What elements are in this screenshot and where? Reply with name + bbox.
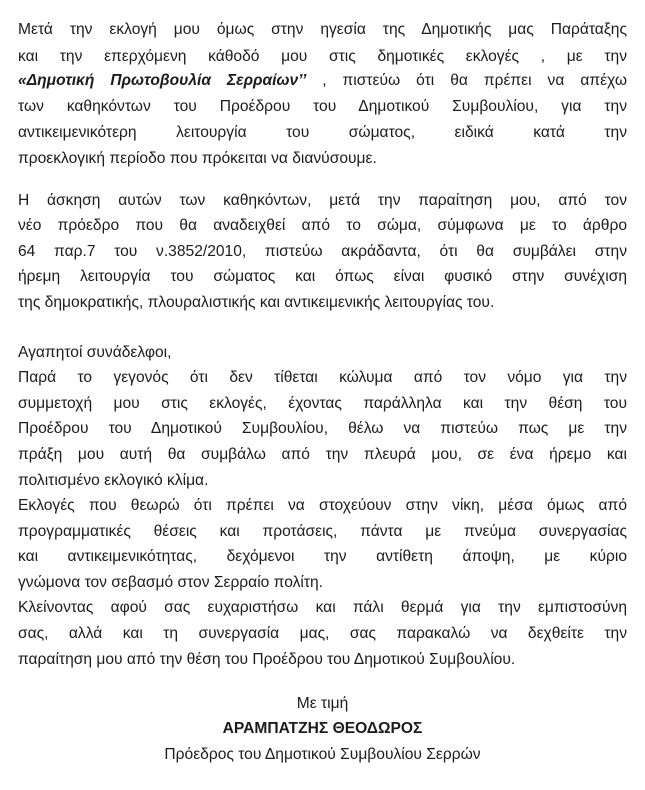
text-line: αντικειμενικότερη λειτουργία του σώματος, ειδικά κατά την bbox=[18, 124, 627, 141]
text-line: ήρεμη λειτουργία του σώματος και όπως είναι φυσικό στην συνέχιση bbox=[18, 268, 627, 285]
text-line: νέο πρόεδρο που θα αναδειχθεί από το σώμα, σύμφωνα με το άρθρο bbox=[18, 217, 627, 234]
closing: Με τιμή bbox=[296, 695, 349, 712]
text-line: συμμετοχή μου στις εκλογές, έχοντας παράλληλα και την θέση του bbox=[18, 395, 627, 412]
text-line: Κλείνοντας αφού σας ευχαριστήσω και πάλι θερμά για την εμπιστοσύνη bbox=[18, 599, 627, 616]
text-span: , πιστεύω ότι θα πρέπει να απέχω bbox=[306, 72, 627, 89]
salutation: Αγαπητοί συνάδελφοι, bbox=[18, 344, 172, 361]
signer-name: ΑΡΑΜΠΑΤΖΗΣ ΘΕΟΔΩΡΟΣ bbox=[222, 720, 423, 737]
text-line: 64 παρ.7 του ν.3852/2010, πιστεύω ακράδαντα, ότι θα συμβάλει στην bbox=[18, 243, 627, 260]
text-line: γνώμονα τον σεβασμό στον Σερραίο πολίτη. bbox=[18, 574, 324, 591]
text-line: πράξη μου αυτή θα συμβάλω από την πλευρά μου, σε ένα ήρεμο και bbox=[18, 446, 627, 463]
text-line: πολιτισμένο εκλογικό κλίμα. bbox=[18, 472, 209, 489]
text-line: παραίτηση μου από την θέση του Προέδρου του Δημοτικού Συμβουλίου. bbox=[18, 651, 516, 668]
text-line: της δημοκρατικής, πλουραλιστικής και αντικειμενικής λειτουργίας του. bbox=[18, 294, 495, 311]
text-line: προεκλογική περίοδο που πρόκειται να διανύσουμε. bbox=[18, 150, 377, 167]
text-line: των καθηκόντων του Προέδρου του Δημοτικού Συμβουλίου, για την bbox=[18, 98, 627, 115]
text-line: Η άσκηση αυτών των καθηκόντων, μετά την παραίτηση μου, από τον bbox=[18, 192, 627, 209]
text-line: Παρά το γεγονός ότι δεν τίθεται κώλυμα από τον νόμο για την bbox=[18, 369, 627, 386]
text-line: και την επερχόμενη κάθοδό μου στις δημοτικές εκλογές , με την bbox=[18, 48, 627, 65]
text-line: σας, αλλά και τη συνεργασία μας, σας παρακαλώ να δεχθείτε την bbox=[18, 625, 627, 642]
signer-title: Πρόεδρος του Δημοτικού Συμβουλίου Σερρών bbox=[164, 746, 481, 763]
text-line: προγραμματικές θέσεις και προτάσεις, πάντα με πνεύμα συνεργασίας bbox=[18, 523, 627, 540]
text-line: Μετά την εκλογή μου όμως στην ηγεσία της Δημοτικής μας Παράταξης bbox=[18, 21, 627, 38]
faction-name: «Δημοτική Πρωτοβουλία Σερραίων’’ bbox=[18, 72, 307, 89]
text-line: Εκλογές που θεωρώ ότι πρέπει να στοχεύουν στην νίκη, μέσα όμως από bbox=[18, 497, 627, 514]
text-line: Προέδρου του Δημοτικού Συμβουλίου, θέλω να πιστεύω πως με την bbox=[18, 420, 627, 437]
text-line bbox=[18, 71, 627, 91]
text-line: και αντικειμενικότητας, δεχόμενοι την αντίθετη άποψη, με κύριο bbox=[18, 548, 627, 565]
